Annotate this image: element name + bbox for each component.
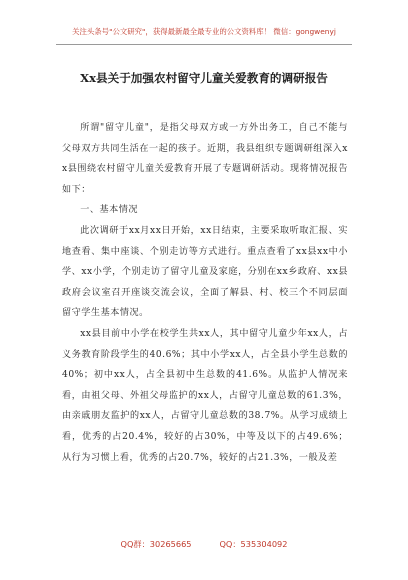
intro-paragraph: 所谓"留守儿童"，是指父母双方或一方外出务工，自己不能与父母双方共同生活在一起的孩子。近期，我县组织专题调研组深入xx县围绕农村留守儿童关爱教育开展了专题调研活动。现将情况报告如下： — [62, 123, 348, 195]
statistics-paragraph: xx县目前中小学在校学生共xx人，其中留守儿童少年xx人，占义务教育阶段学生的40.6%；其中小学xx人，占全县小学生总数的40%；初中xx人，占全县初中生总数的41.6%。从监护人情况来看，由祖父母、外祖父母监护的xx人，占留守儿童总数的61.3%，由亲戚朋友监护的xx人，占留守儿童总数的38.7%。从学习成绩上看，优秀的占20.4%，较好的占30%，中等及以下的占49.6%；从行为习惯上看，优秀的占20.7%，较好的占21.3%，一般及差 — [62, 328, 348, 463]
document-body — [62, 118, 348, 468]
survey-paragraph: 此次调研于xx月xx日开始，xx日结束，主要采取听取汇报、实地查看、集中座谈、个别走访等方式进行。重点查看了xx县xx中小学、xx小学，个别走访了留守儿童及家庭，分别在xx乡政府、xx县政府会议室召开座谈交流会议，全面了解县、村、校三个不同层面留守学生基本情况。 — [62, 225, 348, 319]
header-divider — [56, 44, 352, 45]
footer-contact — [0, 539, 408, 550]
document-title: Xx县关于加强农村留守儿童关爱教育的调研报告 — [80, 71, 328, 85]
footer-qq: QQ：535304092 — [219, 539, 288, 549]
section-heading-basic: 一、基本情况 — [80, 205, 139, 216]
footer-qq-group: QQ群：30265665 — [120, 539, 192, 549]
header-promo-note: 关注头条号"公文研究"，获得最新最全最专业的公文资料库！ 微信：gongwenyj — [72, 27, 336, 36]
